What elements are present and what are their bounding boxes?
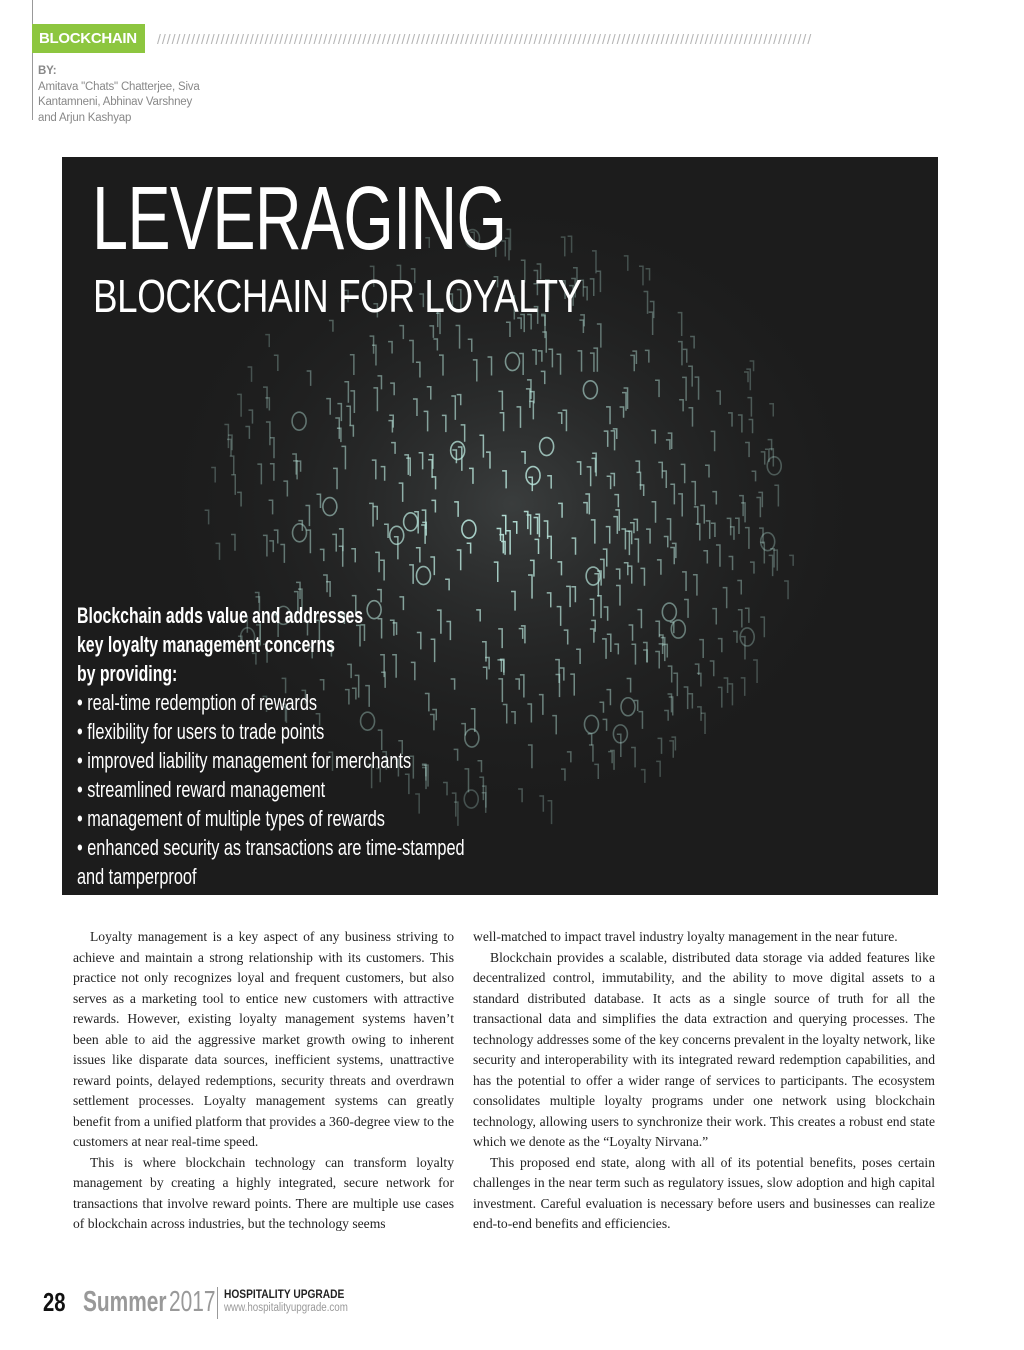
publication-url: www.hospitalityupgrade.com <box>224 1302 348 1314</box>
callout-lead-1: Blockchain adds value and addresses <box>77 603 364 628</box>
paragraph: well-matched to impact travel industry loyalty management in the near future. <box>473 929 898 944</box>
issue-season: Summer <box>83 1286 167 1318</box>
paragraph: Loyalty management is a key aspect of any business striving to achieve and maintain a strong relationship with its customers. This practice not only recognizes loyal and frequent customers, but also serves as a marketing tool to entice new customers with attractive rewards. However, existing loyalty management systems haven’t been able to aid the aggressive market growth owing to inherent issues like disparate data sources, inefficient systems, unattractive reward points, delayed redemptions, security threats and overdrawn settlement processes. Loyalty management systems can greatly benefit from a unified platform that provides a 360-degree view to the customers at near real-time speed. <box>73 929 454 1149</box>
headline-sub: BLOCKCHAIN FOR LOYALTY <box>93 270 582 322</box>
section-tag: BLOCKCHAIN <box>32 24 145 53</box>
page-number: 28 <box>43 1287 66 1317</box>
callout-bullet: • management of multiple types of rewards <box>77 806 385 831</box>
article-column-1 <box>73 927 454 1235</box>
callout-bullet: • real-time redemption of rewards <box>77 690 318 715</box>
byline-label: BY: <box>38 65 57 77</box>
callout-bullet: • enhanced security as transactions are time-stamped <box>77 835 465 860</box>
article-column-2 <box>473 927 935 1235</box>
paragraph: Blockchain provides a scalable, distributed data storage via added features like decentralized control, immutability, and the ability to move digital assets to a standard distributed database. It acts as a single source of truth for all the transactional data and simplifies the data extraction and querying processes. The technology addresses some of the key concerns prevalent in the loyalty network, like security and interoperability with its integrated reward redemption capabilities, and has the potential to offer a wider range of services to participants. The ecosystem consolidates multiple loyalty programs under one network using blockchain technology, allowing users to synchronize their work. This creates a robust end state which we denote as the “Loyalty Nirvana.” <box>473 949 935 1149</box>
footer-divider <box>217 1287 218 1319</box>
byline-authors-3: and Arjun Kashyap <box>38 111 132 124</box>
callout-bullet-continued: and tamperproof <box>77 864 197 889</box>
issue-year: 2017 <box>169 1286 216 1318</box>
hero-image <box>62 157 938 895</box>
byline <box>38 64 238 126</box>
headline-main: LEVERAGING <box>92 169 507 269</box>
callout-bullet: • flexibility for users to trade points <box>77 719 325 744</box>
byline-authors-1: Amitava "Chats" Chatterjee, Siva <box>38 80 200 93</box>
publication-name: HOSPITALITY UPGRADE <box>224 1287 345 1301</box>
callout-bullet: • improved liability management for merchants <box>77 748 412 773</box>
paragraph: This proposed end state, along with all of its potential benefits, poses certain challenges in the near term such as regulatory issues, slow adoption and high capital investment. Careful evaluation is necessary before users and businesses can realize end-to-end benefits and efficiencies. <box>473 1154 935 1231</box>
header-divider: ////////////////////////////////////////////////////////////////////////////////////////////////////////////////////////////////////// <box>157 31 813 47</box>
callout-lead-2: key loyalty management concerns <box>77 632 335 657</box>
margin-rule <box>32 0 33 120</box>
callout-box <box>77 601 677 891</box>
callout-list <box>77 688 677 891</box>
paragraph: This is where blockchain technology can transform loyalty management by creating a highly integrated, secure network for transactions that involve reward points. There are multiple use cases of blockchain across industries, but the technology seems <box>73 1154 454 1231</box>
byline-authors-2: Kantamneni, Abhinav Varshney <box>38 96 193 108</box>
callout-lead-3: by providing: <box>77 661 178 686</box>
callout-bullet: • streamlined reward management <box>77 777 326 802</box>
